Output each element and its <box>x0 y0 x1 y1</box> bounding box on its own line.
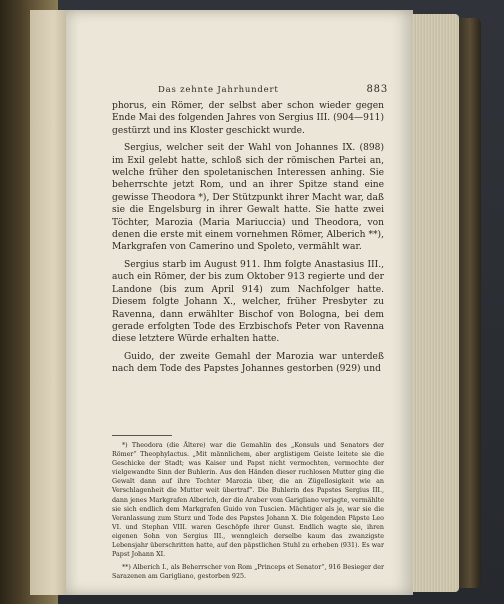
paragraph: Sergius, welcher seit der Wahl von Johannes IX. (898) im Exil gelebt hatte, schloß sich der römischen Partei an, welche früher den spoletanischen Interessen anhing. Sie beherrschte jetzt Rom, und an ihrer Spitze stand eine gewisse Theodora *), Der Stützpunkt ihrer Macht war, daß sie die Engelsburg in ihrer Gewalt hatte. Sie hatte zwei Töchter, Marozia (Maria Mariuccia) und Theodora, von denen die erste mit einem vornehmen Römer, Alberich **), Markgrafen von Camerino und Spoleto, vermählt war. <box>112 143 384 253</box>
back-cover <box>459 18 481 588</box>
footnote: **) Alberich I., als Beherrscher von Rom „Princeps et Senator“, 916 Besieger der Sarazenen am Garigliano, gestorben 925. <box>112 564 384 581</box>
paragraph: Guido, der zweite Gemahl der Marozia war unterdeß nach dem Tode des Papstes Johannes gestorben (929) und <box>112 351 384 375</box>
footnotes <box>112 441 384 585</box>
page-number: 883 <box>366 84 388 95</box>
left-page-sliver <box>30 10 70 595</box>
body-text <box>112 100 384 381</box>
page-edges <box>413 14 459 592</box>
paragraph: Sergius starb im August 911. Ihm folgte Anastasius III., auch ein Römer, der bis zum Oktober 913 regierte und der Landone (bis zum April 914) zum Nachfolger hatte. Diesem folgte Johann X., welcher, früher Presbyter zu Ravenna, dann erwählter Bischof von Bologna, bei dem gerade erfolgten Tode des Erzbischofs Peter von Ravenna diese letztere Würde erhalten hatte. <box>112 259 384 345</box>
footnote-rule <box>112 435 172 436</box>
paragraph: phorus, ein Römer, der selbst aber schon wieder gegen Ende Mai des folgenden Jahres von Sergius III. (904—911) gestürzt und ins Kloster geschickt wurde. <box>112 101 384 136</box>
footnote: *) Theodora (die Ältere) war die Gemahlin des „Konsuls und Senators der Römer“ Theophylactus. „Mit männlichem, aber arglistigem Geiste leitete sie die Geschicke der Stadt; was Kaiser und Papst nicht vermochten, vermochte der vielgewandte Sinn der Buhlerin. Aus den Händen dieser ruchlosen Mutter ging die Gewalt dann auf ihre Tochter Marozia über, die an Zügellosigkeit wie an Verschlagenheit die Mutter weit übertraf“. Die Buhlerin des Papstes Sergius III., dann jenes Markgrafen Alberich, der die Araber vom Garigliano verjagte, vermählte sie sich endlich dem Markgrafen Guido von Tuscien. Mächtiger als je, war sie die Veranlassung zum Sturz und Tode des Papstes Johann X. Die folgenden Päpste Leo VI. und Stephan VIII. waren Geschöpfe ihrer Gunst. Endlich wagte sie, ihren eigenen Sohn von Sergius III., wenngleich derselbe kaum das zwanzigste Lebensjahr überschritten hatte, auf den päpstlichen Stuhl zu erheben (931). Es war Papst Johann XI. <box>112 442 384 559</box>
running-title: Das zehnte Jahrhundert <box>158 85 279 95</box>
